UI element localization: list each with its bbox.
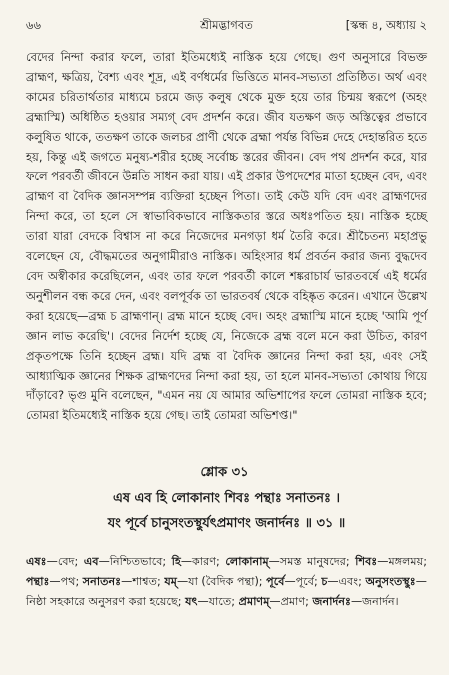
- synonym-word: পন্থাঃ: [26, 575, 50, 588]
- verse-heading: শ্লোক ৩১: [200, 465, 249, 480]
- synonym-entry: [185, 595, 239, 608]
- synonym-entry: [26, 555, 84, 568]
- synonym-entry: [266, 575, 321, 588]
- synonym-word: পূর্বে: [266, 575, 285, 588]
- purport-paragraph: বেদের নিন্দা করার ফলে, তারা ইতিমধ্যেই নাস্তিক হয়ে গেছে। গুণ অনুসারে বিভক্ত ব্রাহ্মণ, ক্ষত্রিয়, বৈশ্য এবং শূদ্র, এই বর্ণধর্মের ভিত্তিতে মানব-সভ্যতা প্রতিষ্ঠিত। অর্থ এবং কামের চরিতার্থতার মাধ্যমে চরমে জড় কলুষ থেকে মুক্ত হয়ে তার চিন্ময় স্বরূপে (অহং ব্রহ্মাস্মি) অধিষ্ঠিত হওয়ার সম্যগ্‌ বেদ প্রদর্শন করে। জীব যতক্ষণ জড় অস্তিত্বের প্রভাবে কলুষিত থাকে, ততক্ষণ তাকে জলচর প্রাণী থেকে ব্রহ্মা পর্যন্ত বিভিন্ন দেহে দেহান্তরিত হতে হয়, কিন্তু এই জগতে মনুষ্য-শরীর হচ্ছে সর্বোচ্চ স্তরের জীবন। বেদ পথ প্রদর্শন করে, যার ফলে পরবর্তী জীবনে উন্নতি সাধন করা যায়। এই প্রকার উপদেশের মাতা হচ্ছেন বেদ, এবং ব্রাহ্মণ বা বৈদিক জ্ঞানসম্পন্ন ব্যক্তিরা হচ্ছেন পিতা। তাই কেউ যদি বেদ এবং ব্রাহ্মণদের নিন্দা করে, তা হলে সে স্বাভাবিকভাবে নাস্তিকতার স্তরে অধঃপতিত হয়। নাস্তিক হচ্ছে তারা যারা বেদকে বিশ্বাস না করে নিজেদের মনগড়া ধর্ম তৈরি করে। শ্রীচৈতন্য মহাপ্রভু বলেছেন যে, বৌদ্ধমতের অনুগামীরাও নাস্তিক। অহিংসার ধর্ম প্রবর্তন করার জন্য বুদ্ধদেব বেদ অস্বীকার করেছিলেন, এবং তার ফলে পরবর্তী কালে শঙ্করাচার্য ভারতবর্ষে এই ধর্মের অনুশীলন বন্ধ করে দেন, এবং বলপূর্বক তা ভারতবর্ষ থেকে বহিষ্কৃত করেন। এখানে উল্লেখ করা হয়েছে—ব্রহ্ম চ ব্রাহ্মণান্‌। ব্রহ্ম মানে হচ্ছে বেদ। অহং ব্রহ্মাস্মি মানে হচ্ছে 'আমি পূর্ণ জ্ঞান লাভ করেছি'। বেদের নির্দেশ হচ্ছে যে, নিজেকে ব্রহ্ম বলে মনে করা উচিত, কারণ প্রকৃতপক্ষে তিনি হচ্ছেন ব্রহ্ম। যদি ব্রহ্ম বা বৈদিক জ্ঞানের নিন্দা করা হয়, এবং সেই আধ্যাত্মিক জ্ঞানের শিক্ষক ব্রাহ্মণদের নিন্দা করা হয়, তা হলে মানব-সভ্যতা কোথায় গিয়ে দাঁড়াবে? ভৃগু মুনি বলেছেন, "এমন নয় যে আমার অভিশাপের ফলে তোমরা নাস্তিক হবে; তোমরা ইতিমধ্যেই নাস্তিক হয়ে গেছ। তাই তোমরা অভিশপ্ত।": [26, 50, 427, 423]
- purport-text: [26, 48, 427, 426]
- synonym-entry: [355, 555, 427, 568]
- synonym-word: প্রমাণম্‌: [238, 595, 270, 608]
- synonym-meaning: —শাশ্বত;: [121, 575, 165, 588]
- word-for-word-synonyms: [26, 552, 427, 612]
- synonym-meaning: —পূর্বে;: [284, 575, 322, 588]
- synonym-entry: [164, 575, 266, 588]
- synonym-meaning: —জনার্দন।: [350, 595, 399, 608]
- synonym-meaning: —যা (বৈদিক পন্থা);: [176, 575, 267, 588]
- synonym-word: চ: [321, 575, 328, 588]
- synonym-entry: [84, 555, 172, 568]
- synonym-entry: [172, 555, 226, 568]
- synonym-meaning: —পথ;: [49, 575, 83, 588]
- synonym-meaning: —প্রমাণ;: [269, 595, 313, 608]
- synonym-meaning: —নিষ্ঠা সহকারে অনুসরণ করা হয়েছে;: [26, 575, 427, 608]
- page-number: ৬৬: [26, 18, 41, 32]
- synonym-word: লোকানাম্‌: [225, 555, 269, 568]
- synonym-entry: [239, 595, 313, 608]
- synonym-entry: [83, 575, 165, 588]
- synonym-meaning: —মঙ্গলময়;: [377, 555, 427, 568]
- synonym-word: হি: [171, 555, 181, 568]
- synonym-word: জনার্দনঃ: [312, 595, 351, 608]
- synonym-entry: [225, 555, 355, 568]
- synonym-word: যৎ: [185, 595, 198, 608]
- synonym-word: শিবঃ: [355, 555, 378, 568]
- synonym-word: এব: [83, 555, 99, 568]
- synonym-entry: [313, 595, 399, 608]
- synonym-meaning: —বেদ;: [46, 555, 84, 568]
- synonym-word: সনাতনঃ: [82, 575, 122, 588]
- synonym-meaning: —নিশ্চিতভাবে;: [98, 555, 172, 568]
- canto-chapter-label: [স্কন্ধ ৪, অধ্যায় ২: [345, 18, 427, 32]
- book-title: শ্রীমদ্ভাগবত: [200, 18, 253, 32]
- synonym-entry: [26, 575, 83, 588]
- synonym-word: যম্‌: [164, 575, 177, 588]
- synonym-entry: [321, 575, 365, 588]
- verse-line-2: যং পূর্বে চানুসংতস্থুর্যৎপ্রমাণং জনার্দনঃ ॥ ৩১ ॥: [107, 516, 346, 531]
- synonym-meaning: —যাতে;: [197, 595, 239, 608]
- synonym-word: অনুসংতস্থুঃ: [365, 575, 416, 588]
- verse-line-1: এষ এব হি লোকানাং শিবঃ পন্থাঃ সনাতনঃ ।: [112, 491, 341, 506]
- synonym-meaning: —এবং;: [327, 575, 366, 588]
- page-header: [26, 14, 427, 36]
- synonym-meaning: —সমস্ত মানুষদের;: [268, 555, 356, 568]
- synonym-meaning: —কারণ;: [180, 555, 226, 568]
- synonym-word: এষঃ: [26, 555, 47, 568]
